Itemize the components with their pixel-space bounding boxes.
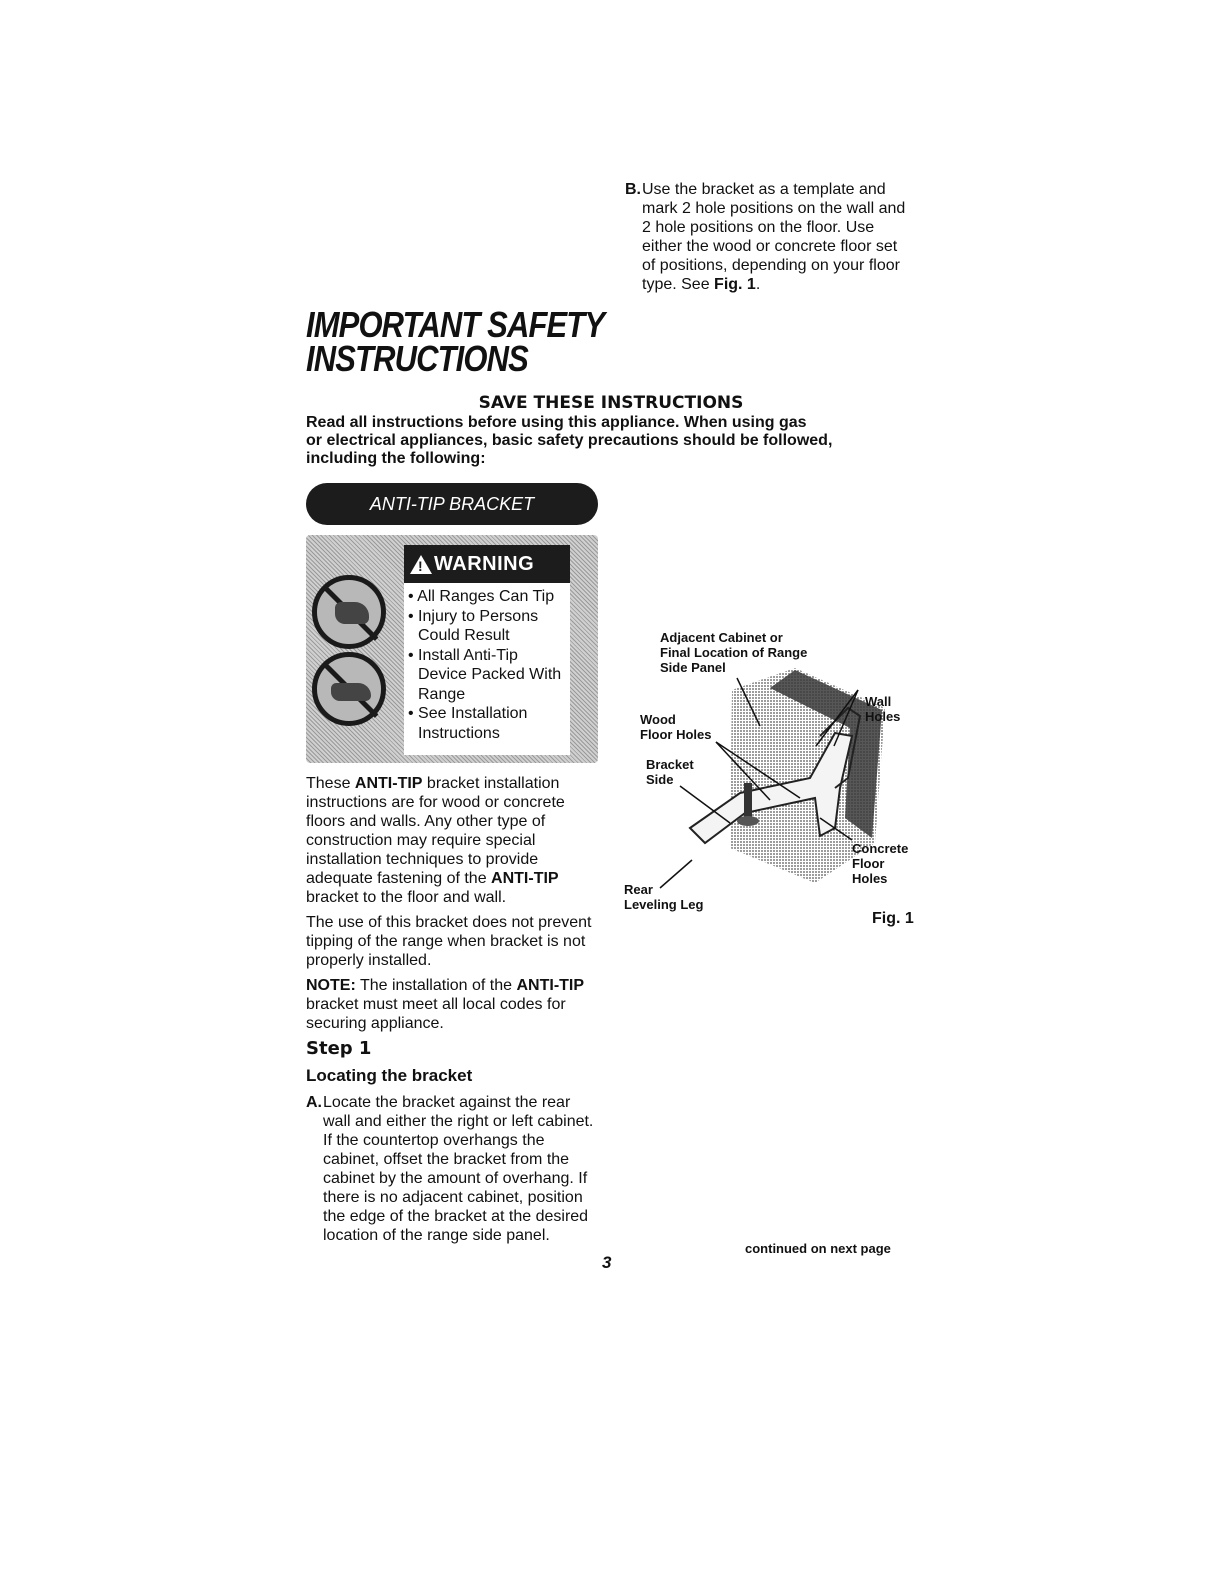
no-tip-icon <box>312 575 386 649</box>
callout-line: Final Location of Range <box>660 645 808 660</box>
page-title <box>306 304 605 379</box>
tipping-paragraph: The use of this bracket does not prevent tipping of the range when bracket is not properly installed. <box>306 914 592 969</box>
leveling-leg <box>744 783 752 821</box>
intro-line-1: Read all instructions before using this appliance. When using gas <box>306 414 807 431</box>
anti-tip-banner <box>306 483 598 525</box>
step-subheading: Locating the bracket <box>306 1066 473 1085</box>
banner-label: ANTI-TIP BRACKET <box>369 493 535 514</box>
callout-line: Holes <box>852 871 888 886</box>
item-text: Use the bracket as a template and mark 2 hole positions on the wall and 2 hole positions on the floor. Use either the wood or concrete floor set of positions, depending on your floor type. See <box>642 181 906 293</box>
anti-tip-term: ANTI-TIP <box>354 775 423 792</box>
text-run: These <box>306 775 355 792</box>
callout-concrete-floor-holes <box>852 841 908 886</box>
callout-line: Floor Holes <box>640 727 712 742</box>
callout-wall-holes <box>865 694 900 724</box>
instruction-b <box>625 180 912 294</box>
callout-wood-floor-holes <box>640 712 712 742</box>
callout-line: Adjacent Cabinet or <box>660 630 783 645</box>
title-line-1: IMPORTANT SAFETY <box>306 304 605 345</box>
callout-adjacent-cabinet <box>660 630 807 675</box>
callout-line: Side <box>646 772 674 787</box>
item-text: Locate the bracket against the rear wall and either the right or left cabinet. If the countertop overhangs the cabinet, offset the bracket from the cabinet by the amount of overhang. If there is no adjacent cabinet, position the edge of the bracket at the desired location of the range side panel. <box>323 1094 594 1244</box>
note-label: NOTE: <box>306 977 356 994</box>
callout-line: Floor <box>852 856 885 871</box>
warning-header <box>404 545 570 583</box>
warning-item: • See Installation Instructions <box>408 704 570 743</box>
text-run: bracket installation instructions are for wood or concrete floors and walls. Any other type of construction may require special installation techniques to provide adequate fastening of the <box>306 775 565 887</box>
figure-label: Fig. 1 <box>872 910 914 927</box>
callout-line: Bracket <box>646 757 694 772</box>
no-climb-icon <box>312 652 386 726</box>
page-number: 3 <box>602 1253 612 1272</box>
callout-line: Wood <box>640 712 676 727</box>
continued-note: continued on next page <box>745 1241 891 1256</box>
intro-line-3: including the following: <box>306 450 486 467</box>
item-label: B. <box>625 181 641 198</box>
anti-tip-term: ANTI-TIP <box>491 870 559 887</box>
instruction-a <box>306 1093 598 1245</box>
warning-item: • Injury to Persons Could Result <box>408 607 570 646</box>
item-label: A. <box>306 1094 322 1111</box>
text-run: . <box>755 276 761 293</box>
intro-paragraph <box>306 774 598 907</box>
leveling-leg-foot <box>737 816 759 826</box>
callout-rear-leveling-leg <box>624 882 703 912</box>
title-line-2: INSTRUCTIONS <box>306 338 528 379</box>
note-paragraph <box>306 976 598 1033</box>
warning-item: • All Ranges Can Tip <box>408 587 570 607</box>
callout-line: Concrete <box>852 841 909 856</box>
anti-tip-term: ANTI-TIP <box>516 977 585 994</box>
callout-bracket-side <box>646 757 694 787</box>
warning-item: • Install Anti-Tip Device Packed With Range <box>408 646 570 705</box>
save-instructions-heading: SAVE THESE INSTRUCTIONS <box>478 393 744 413</box>
callout-line: Holes <box>865 709 901 724</box>
callout-line: Rear <box>624 882 653 897</box>
text-run: The installation of the <box>355 977 517 994</box>
left-column <box>306 774 598 1245</box>
text-run: bracket to the floor and wall. <box>306 889 507 906</box>
fig-reference: Fig. 1 <box>714 276 756 293</box>
text-run: bracket must meet all local codes for securing appliance. <box>306 996 566 1032</box>
warning-list <box>404 583 570 743</box>
callout-line: Leveling Leg <box>624 897 704 912</box>
callout-line: Wall <box>865 694 892 709</box>
warning-header-text: WARNING <box>434 552 535 575</box>
callout-line: Side Panel <box>660 660 726 675</box>
step-heading: Step 1 <box>306 1038 372 1059</box>
intro-line-2: or electrical appliances, basic safety precautions should be followed, <box>306 432 833 449</box>
warning-panel <box>404 545 570 755</box>
warning-triangle-icon <box>410 555 432 574</box>
intro-text <box>306 414 896 468</box>
warning-label <box>306 535 598 763</box>
